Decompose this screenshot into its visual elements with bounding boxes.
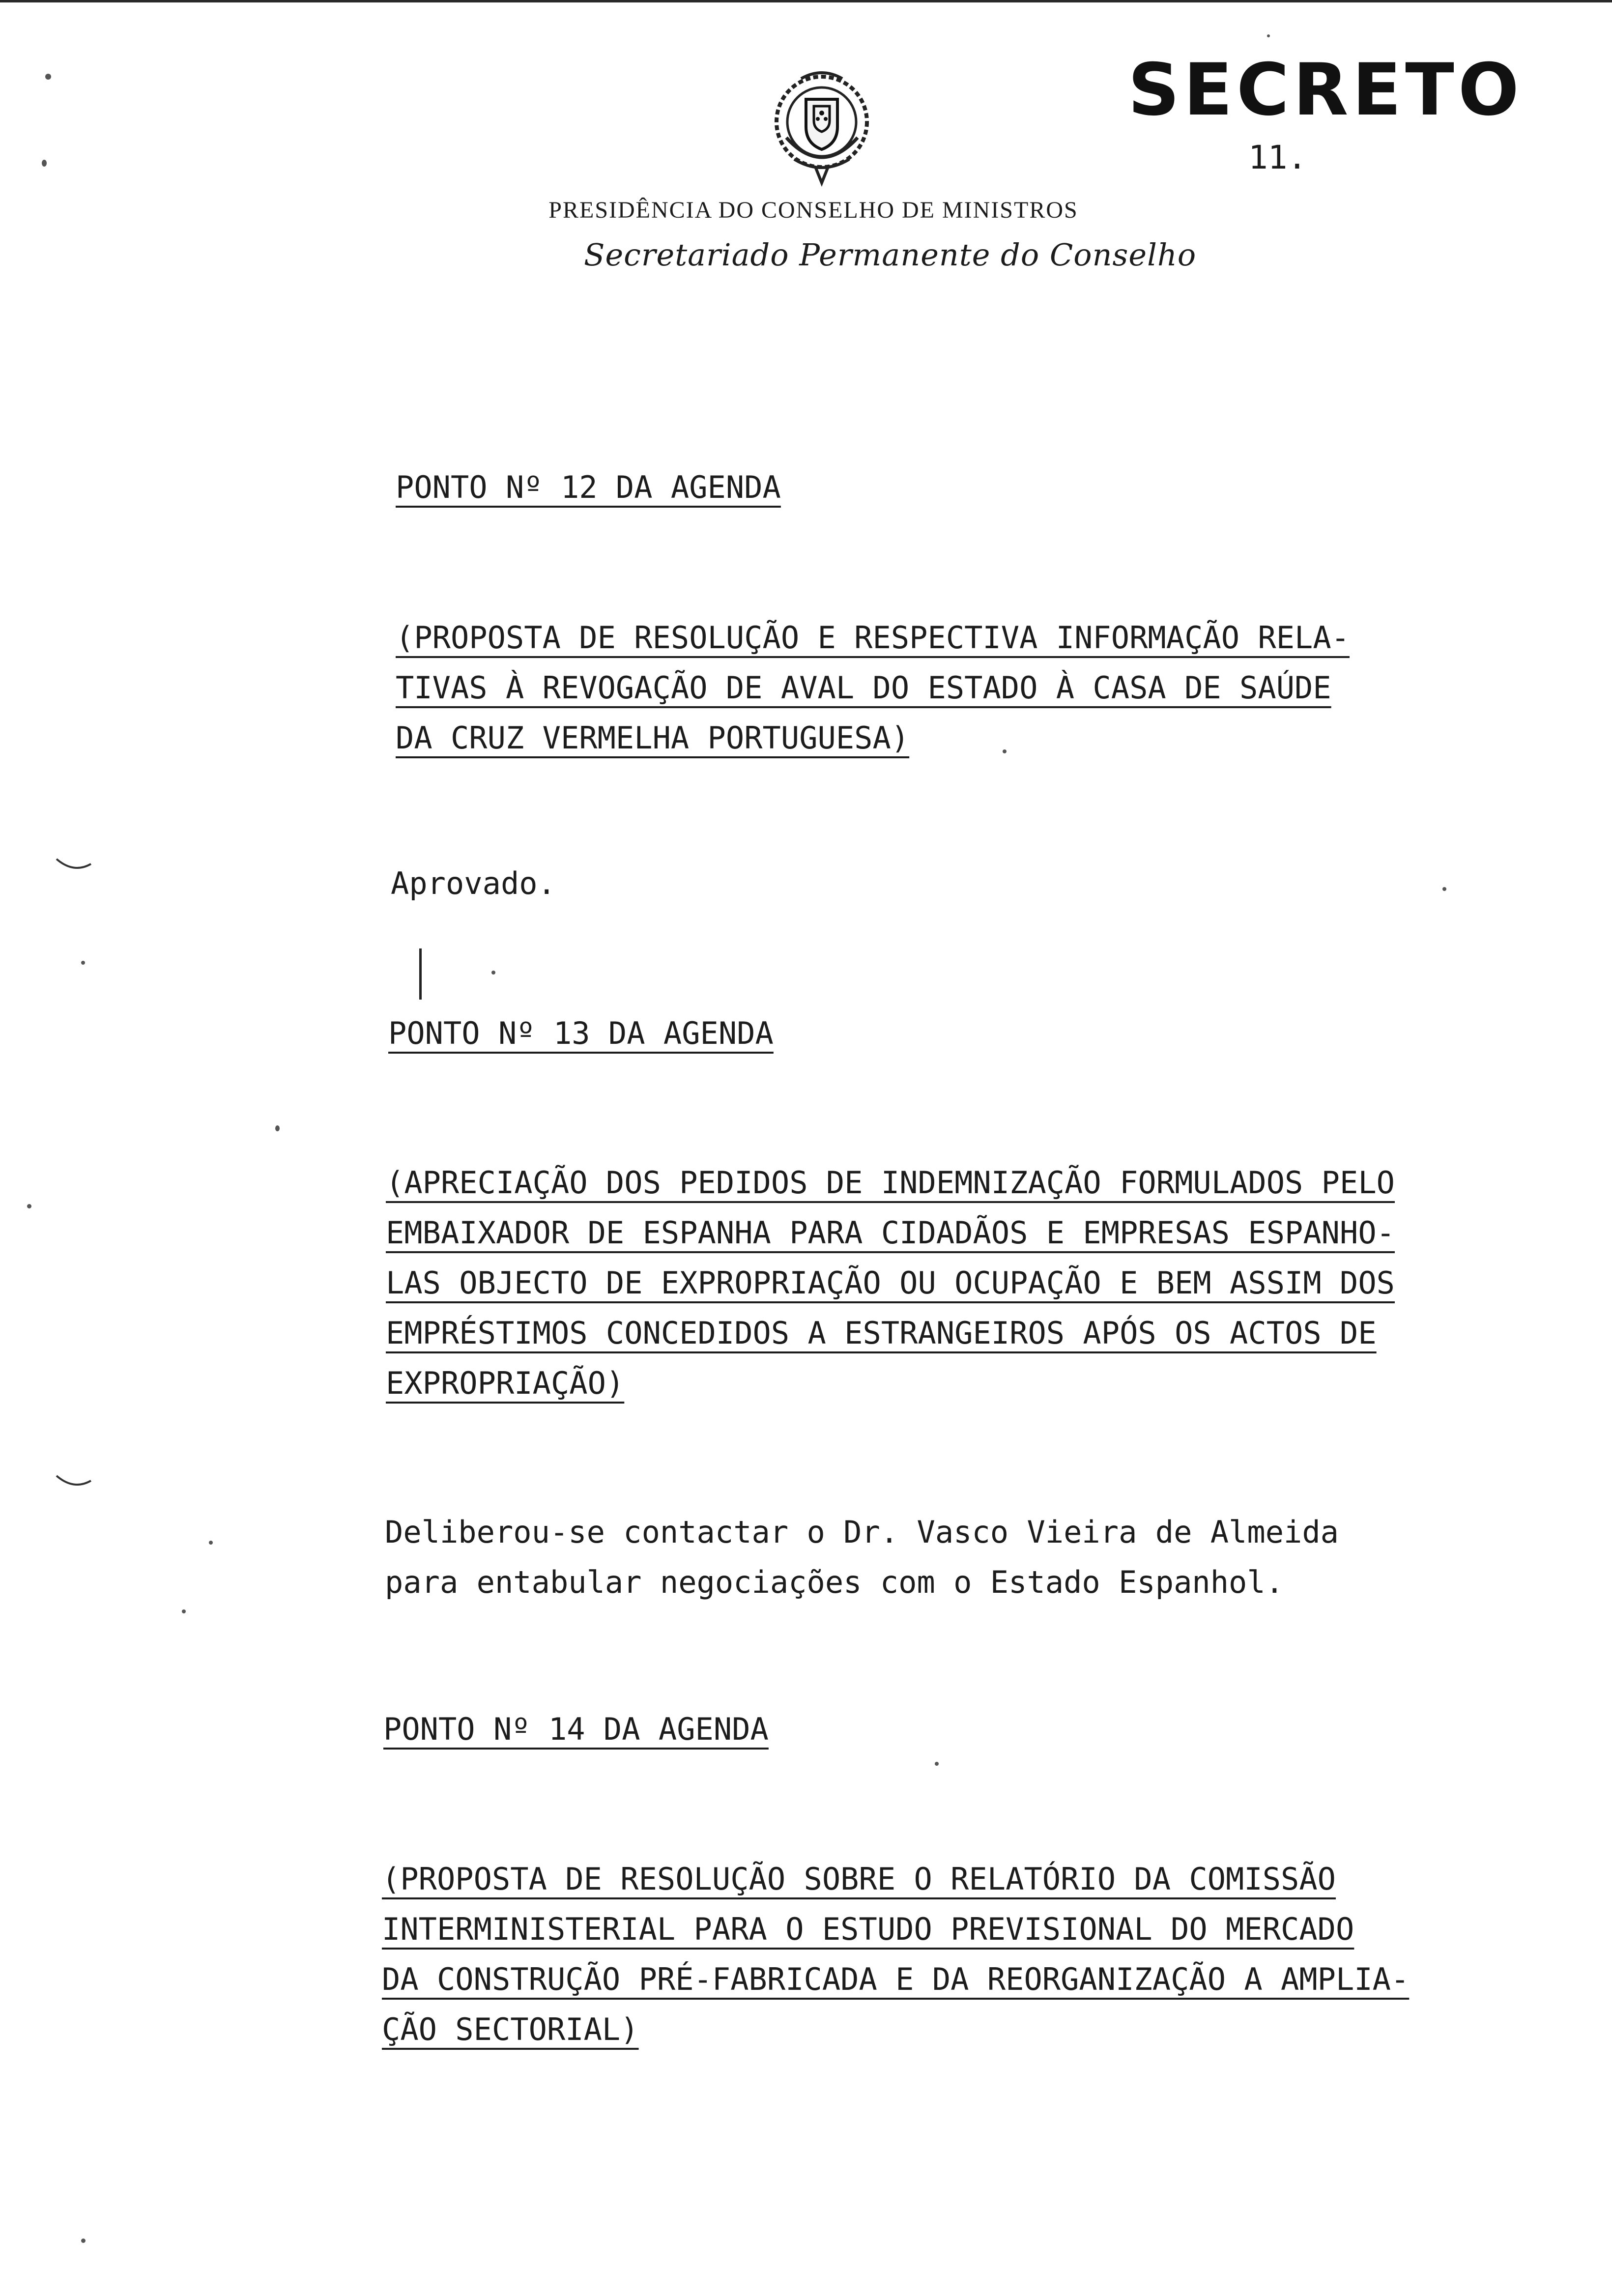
department-script-title: Secretariado Permanente do Conselho xyxy=(584,237,1197,273)
margin-mark xyxy=(54,1472,93,1492)
decision-line: Deliberou-se contactar o Dr. Vasco Vieira de Almeida xyxy=(385,1514,1339,1550)
scan-speck xyxy=(81,961,85,965)
subject-line: INTERMINISTERIAL PARA O ESTUDO PREVISIONAL DO MERCADO xyxy=(382,1911,1354,1947)
scan-speck xyxy=(1442,887,1446,891)
margin-mark xyxy=(54,855,93,875)
institution-header xyxy=(0,199,1612,222)
agenda-item-13-subject xyxy=(386,1158,1395,1408)
scan-speck xyxy=(45,74,51,80)
scan-speck xyxy=(81,2239,86,2243)
subject-line: DA CRUZ VERMELHA PORTUGUESA) xyxy=(396,720,910,756)
subject-line: ÇÃO SECTORIAL) xyxy=(382,2011,639,2047)
subject-line: EXPROPRIAÇÃO) xyxy=(386,1365,625,1401)
agenda-item-12-decision: Aprovado. xyxy=(391,865,556,901)
institution-name: PRESIDÊNCIA DO CONSELHO DE MINISTROS xyxy=(548,197,1078,223)
scan-speck xyxy=(1267,34,1270,37)
page-number: 11. xyxy=(1248,139,1307,176)
subject-line: EMBAIXADOR DE ESPANHA PARA CIDADÃOS E EMPRESAS ESPANHO- xyxy=(386,1215,1395,1251)
subject-line: TIVAS À REVOGAÇÃO DE AVAL DO ESTADO À CASA DE SAÚDE xyxy=(396,670,1331,706)
scan-speck xyxy=(935,1762,939,1766)
scan-speck xyxy=(275,1125,280,1131)
scan-speck xyxy=(209,1541,213,1545)
pen-stroke-mark xyxy=(419,948,422,1000)
scan-top-border xyxy=(0,0,1612,2)
subject-line: DA CONSTRUÇÃO PRÉ-FABRICADA E DA REORGANIZAÇÃO A AMPLIA- xyxy=(382,1961,1410,1997)
agenda-item-14-subject xyxy=(382,1854,1409,2055)
subject-line: EMPRÉSTIMOS CONCEDIDOS A ESTRANGEIROS APÓS OS ACTOS DE xyxy=(386,1315,1377,1351)
subject-line: (APRECIAÇÃO DOS PEDIDOS DE INDEMNIZAÇÃO FORMULADOS PELO xyxy=(386,1165,1395,1201)
scan-speck xyxy=(182,1609,186,1613)
subject-line: LAS OBJECTO DE EXPROPRIAÇÃO OU OCUPAÇÃO E BEM ASSIM DOS xyxy=(386,1265,1395,1301)
agenda-item-13-decision xyxy=(385,1507,1339,1607)
coat-of-arms-emblem xyxy=(767,64,877,187)
subject-line: (PROPOSTA DE RESOLUÇÃO E RESPECTIVA INFORMAÇÃO RELA- xyxy=(396,620,1350,656)
agenda-item-12-heading: PONTO Nº 12 DA AGENDA xyxy=(396,469,781,505)
scan-speck xyxy=(491,971,495,975)
scan-speck xyxy=(42,160,47,167)
scan-speck xyxy=(1003,749,1007,753)
decision-line: para entabular negociações com o Estado Espanhol. xyxy=(385,1564,1284,1600)
subject-line: (PROPOSTA DE RESOLUÇÃO SOBRE O RELATÓRIO DA COMISSÃO xyxy=(382,1861,1336,1897)
agenda-item-14-heading: PONTO Nº 14 DA AGENDA xyxy=(383,1711,769,1747)
agenda-item-13-heading: PONTO Nº 13 DA AGENDA xyxy=(388,1015,774,1051)
agenda-item-12-subject xyxy=(396,613,1350,763)
scan-speck xyxy=(27,1204,31,1208)
classification-stamp: SECRETO xyxy=(1128,48,1523,132)
